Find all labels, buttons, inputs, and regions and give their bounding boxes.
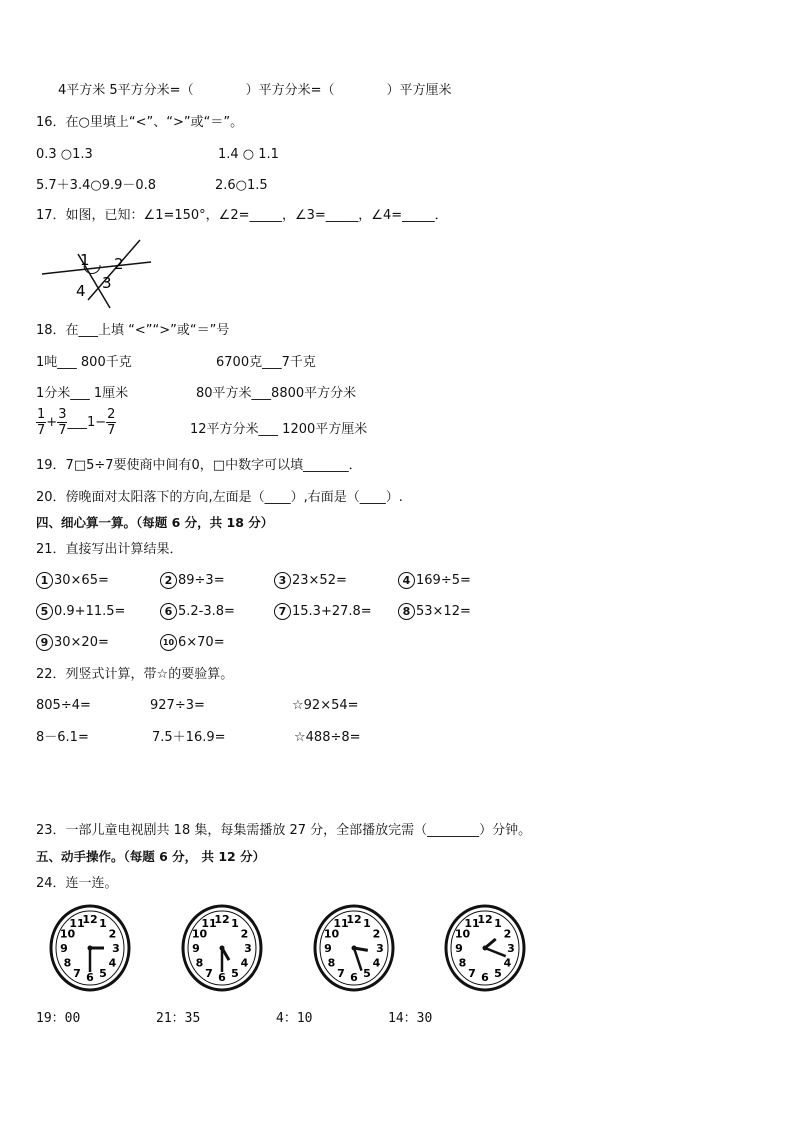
clock-numeral: 9 <box>324 942 332 955</box>
clock-numeral: 11 <box>69 916 85 930</box>
clock-numeral: 2 <box>503 927 512 941</box>
circled-number: 4 <box>398 572 415 589</box>
q16-item-d: 2.6○1.5 <box>215 178 268 193</box>
q16-title: 16．在○里填上“<”、“>”或“＝”。 <box>36 115 244 130</box>
clock-numeral: 12 <box>82 913 98 926</box>
circled-number: 9 <box>36 634 53 651</box>
minute-hand <box>354 948 362 971</box>
clock-numeral: 8 <box>458 956 467 970</box>
q21-expression: 30×20= <box>54 635 109 650</box>
clock-numeral: 7 <box>73 967 81 981</box>
clock-numeral: 3 <box>244 942 252 955</box>
q21-item <box>36 603 125 621</box>
clock-numeral: 7 <box>337 967 345 981</box>
section-4-heading: 四、细心算一算。（每题 6 分，共 18 分） <box>36 515 274 530</box>
time-label-4: 14：30 <box>388 1011 433 1026</box>
minute-hand <box>485 948 506 956</box>
q21-title: 21．直接写出计算结果． <box>36 542 183 557</box>
q21-item <box>36 634 109 652</box>
clock-numeral: 3 <box>507 942 515 955</box>
q18-item-c: 1分米___ 1厘米 <box>36 386 129 401</box>
unit-conversion-line: 4平方米 5平方分米=（ ）平方分米=（ ）平方厘米 <box>58 83 452 98</box>
q21-expression: 30×65= <box>54 573 109 588</box>
angle-diagram <box>36 232 156 312</box>
q21-item <box>274 603 372 621</box>
clock-numeral: 5 <box>231 967 239 981</box>
clock-numeral: 4 <box>503 956 512 970</box>
clock-numeral: 2 <box>372 927 381 941</box>
clock-numeral: 8 <box>195 956 204 970</box>
q16-item-a: 0.3 ○1.3 <box>36 147 93 162</box>
q22-item-f: ☆488÷8= <box>294 730 361 745</box>
time-label-2: 21：35 <box>156 1011 201 1026</box>
q21-item <box>398 603 471 621</box>
clock-numeral: 10 <box>323 927 340 941</box>
clock-face <box>180 904 264 992</box>
q19-text: 19．7□5÷7要使商中间有0，□中数字可以填_______． <box>36 458 362 473</box>
circled-number: 2 <box>160 572 177 589</box>
clock-numeral: 3 <box>376 942 384 955</box>
clock-face <box>48 904 132 992</box>
clock-numeral: 3 <box>112 942 120 955</box>
q16-item-b: 1.4 ○ 1.1 <box>218 147 279 162</box>
q21-item <box>160 634 225 652</box>
circled-number: 3 <box>274 572 291 589</box>
angle-label-1: 1 <box>80 251 90 269</box>
q18-item-b: 6700克___7千克 <box>216 355 316 370</box>
clock-numeral: 10 <box>454 927 471 941</box>
q21-expression: 89÷3= <box>178 573 225 588</box>
clock-numeral: 6 <box>86 971 94 984</box>
q21-item <box>160 572 225 590</box>
q21-expression: 23×52= <box>292 573 347 588</box>
q21-item <box>36 572 109 590</box>
q21-expression: 15.3+27.8= <box>292 604 372 619</box>
q21-item <box>398 572 471 590</box>
clock-numeral: 6 <box>218 971 226 984</box>
clock-numeral: 7 <box>205 967 213 981</box>
q23-text: 23．一部儿童电视剧共 18 集，每集需播放 27 分，全部播放完需（________）分钟。 <box>36 823 532 838</box>
clock-numeral: 9 <box>60 942 68 955</box>
clock-numeral: 2 <box>108 927 117 941</box>
q22-item-a: 805÷4= <box>36 698 91 713</box>
section-5-heading: 五、动手操作。（每题 6 分， 共 12 分） <box>36 849 266 864</box>
clock-numeral: 5 <box>99 967 107 981</box>
time-label-3: 4：10 <box>276 1011 313 1026</box>
clock-numeral: 12 <box>477 913 493 926</box>
q17-title: 17．如图，已知：∠1=150°，∠2=_____，∠3=_____，∠4=_____． <box>36 208 448 223</box>
q22-item-d: 8－6.1= <box>36 730 89 745</box>
clock-numeral: 7 <box>468 967 476 981</box>
q18-item-a: 1吨___ 800千克 <box>36 355 132 370</box>
angle-label-2: 2 <box>114 255 124 273</box>
q21-expression: 53×12= <box>416 604 471 619</box>
q21-expression: 5.2-3.8= <box>178 604 235 619</box>
angle-label-4: 4 <box>76 282 86 300</box>
circled-number: 7 <box>274 603 291 620</box>
q18-item-d: 80平方米___8800平方分米 <box>196 386 357 401</box>
q18-title: 18．在___上填 “<”“>”或“＝”号 <box>36 323 230 338</box>
clock-numeral: 5 <box>363 967 371 981</box>
clock-numeral: 9 <box>192 942 200 955</box>
circled-number: 6 <box>160 603 177 620</box>
circled-number: 10 <box>160 634 177 651</box>
q18-item-e: 12平方分米___ 1200平方厘米 <box>190 422 368 437</box>
fraction-1-7: $\frac{1}{7}$ <box>37 407 46 438</box>
q21-item <box>160 603 235 621</box>
circled-number: 1 <box>36 572 53 589</box>
clock-numeral: 8 <box>63 956 72 970</box>
clock-center <box>483 946 488 951</box>
clock-center <box>352 946 357 951</box>
clock-face <box>443 904 527 992</box>
clock-face <box>312 904 396 992</box>
circled-number: 5 <box>36 603 53 620</box>
q22-item-c: ☆92×54= <box>292 698 359 713</box>
clock-numeral: 9 <box>455 942 463 955</box>
clock-numeral: 12 <box>346 913 362 926</box>
q24-title: 24．连一连。 <box>36 876 118 891</box>
q22-title: 22．列竖式计算，带☆的要验算。 <box>36 667 234 682</box>
q20-text: 20．傍晚面对太阳落下的方向,左面是（____）,右面是（____）. <box>36 490 403 505</box>
clock-center <box>88 946 93 951</box>
clock-numeral: 10 <box>59 927 76 941</box>
clock-numeral: 4 <box>240 956 249 970</box>
q16-item-c: 5.7＋3.4○9.9－0.8 <box>36 178 157 193</box>
clock-numeral: 1 <box>99 916 107 930</box>
clock-numeral: 11 <box>464 916 480 930</box>
angle-label-3: 3 <box>102 274 112 292</box>
time-label-1: 19：00 <box>36 1011 81 1026</box>
q21-expression: 0.9+11.5= <box>54 604 126 619</box>
clock-numeral: 10 <box>191 927 208 941</box>
clock-numeral: 1 <box>231 916 239 930</box>
q22-item-b: 927÷3= <box>150 698 205 713</box>
clock-numeral: 12 <box>214 913 230 926</box>
clock-numeral: 6 <box>481 971 489 984</box>
q21-expression: 169÷5= <box>416 573 471 588</box>
q21-item <box>274 572 347 590</box>
clock-numeral: 8 <box>327 956 336 970</box>
clock-numeral: 4 <box>372 956 381 970</box>
clock-center <box>220 946 225 951</box>
clock-numeral: 6 <box>350 971 358 984</box>
fraction-2-7: $\frac{2}{7}$ <box>107 407 116 438</box>
clock-numeral: 11 <box>201 916 217 930</box>
q21-expression: 6×70= <box>178 635 225 650</box>
clock-numeral: 11 <box>333 916 349 930</box>
clock-numeral: 1 <box>494 916 502 930</box>
clock-numeral: 5 <box>494 967 502 981</box>
q22-item-e: 7.5＋16.9= <box>152 730 226 745</box>
circled-number: 8 <box>398 603 415 620</box>
clock-numeral: 4 <box>108 956 117 970</box>
clock-numeral: 2 <box>240 927 249 941</box>
q18-fraction-expression: $\frac{1}{7}$ + $\frac{3}{7}$ ___1− $\frac{2}{7}$ <box>37 407 116 438</box>
clock-numeral: 1 <box>363 916 371 930</box>
fraction-3-7: $\frac{3}{7}$ <box>58 407 67 438</box>
